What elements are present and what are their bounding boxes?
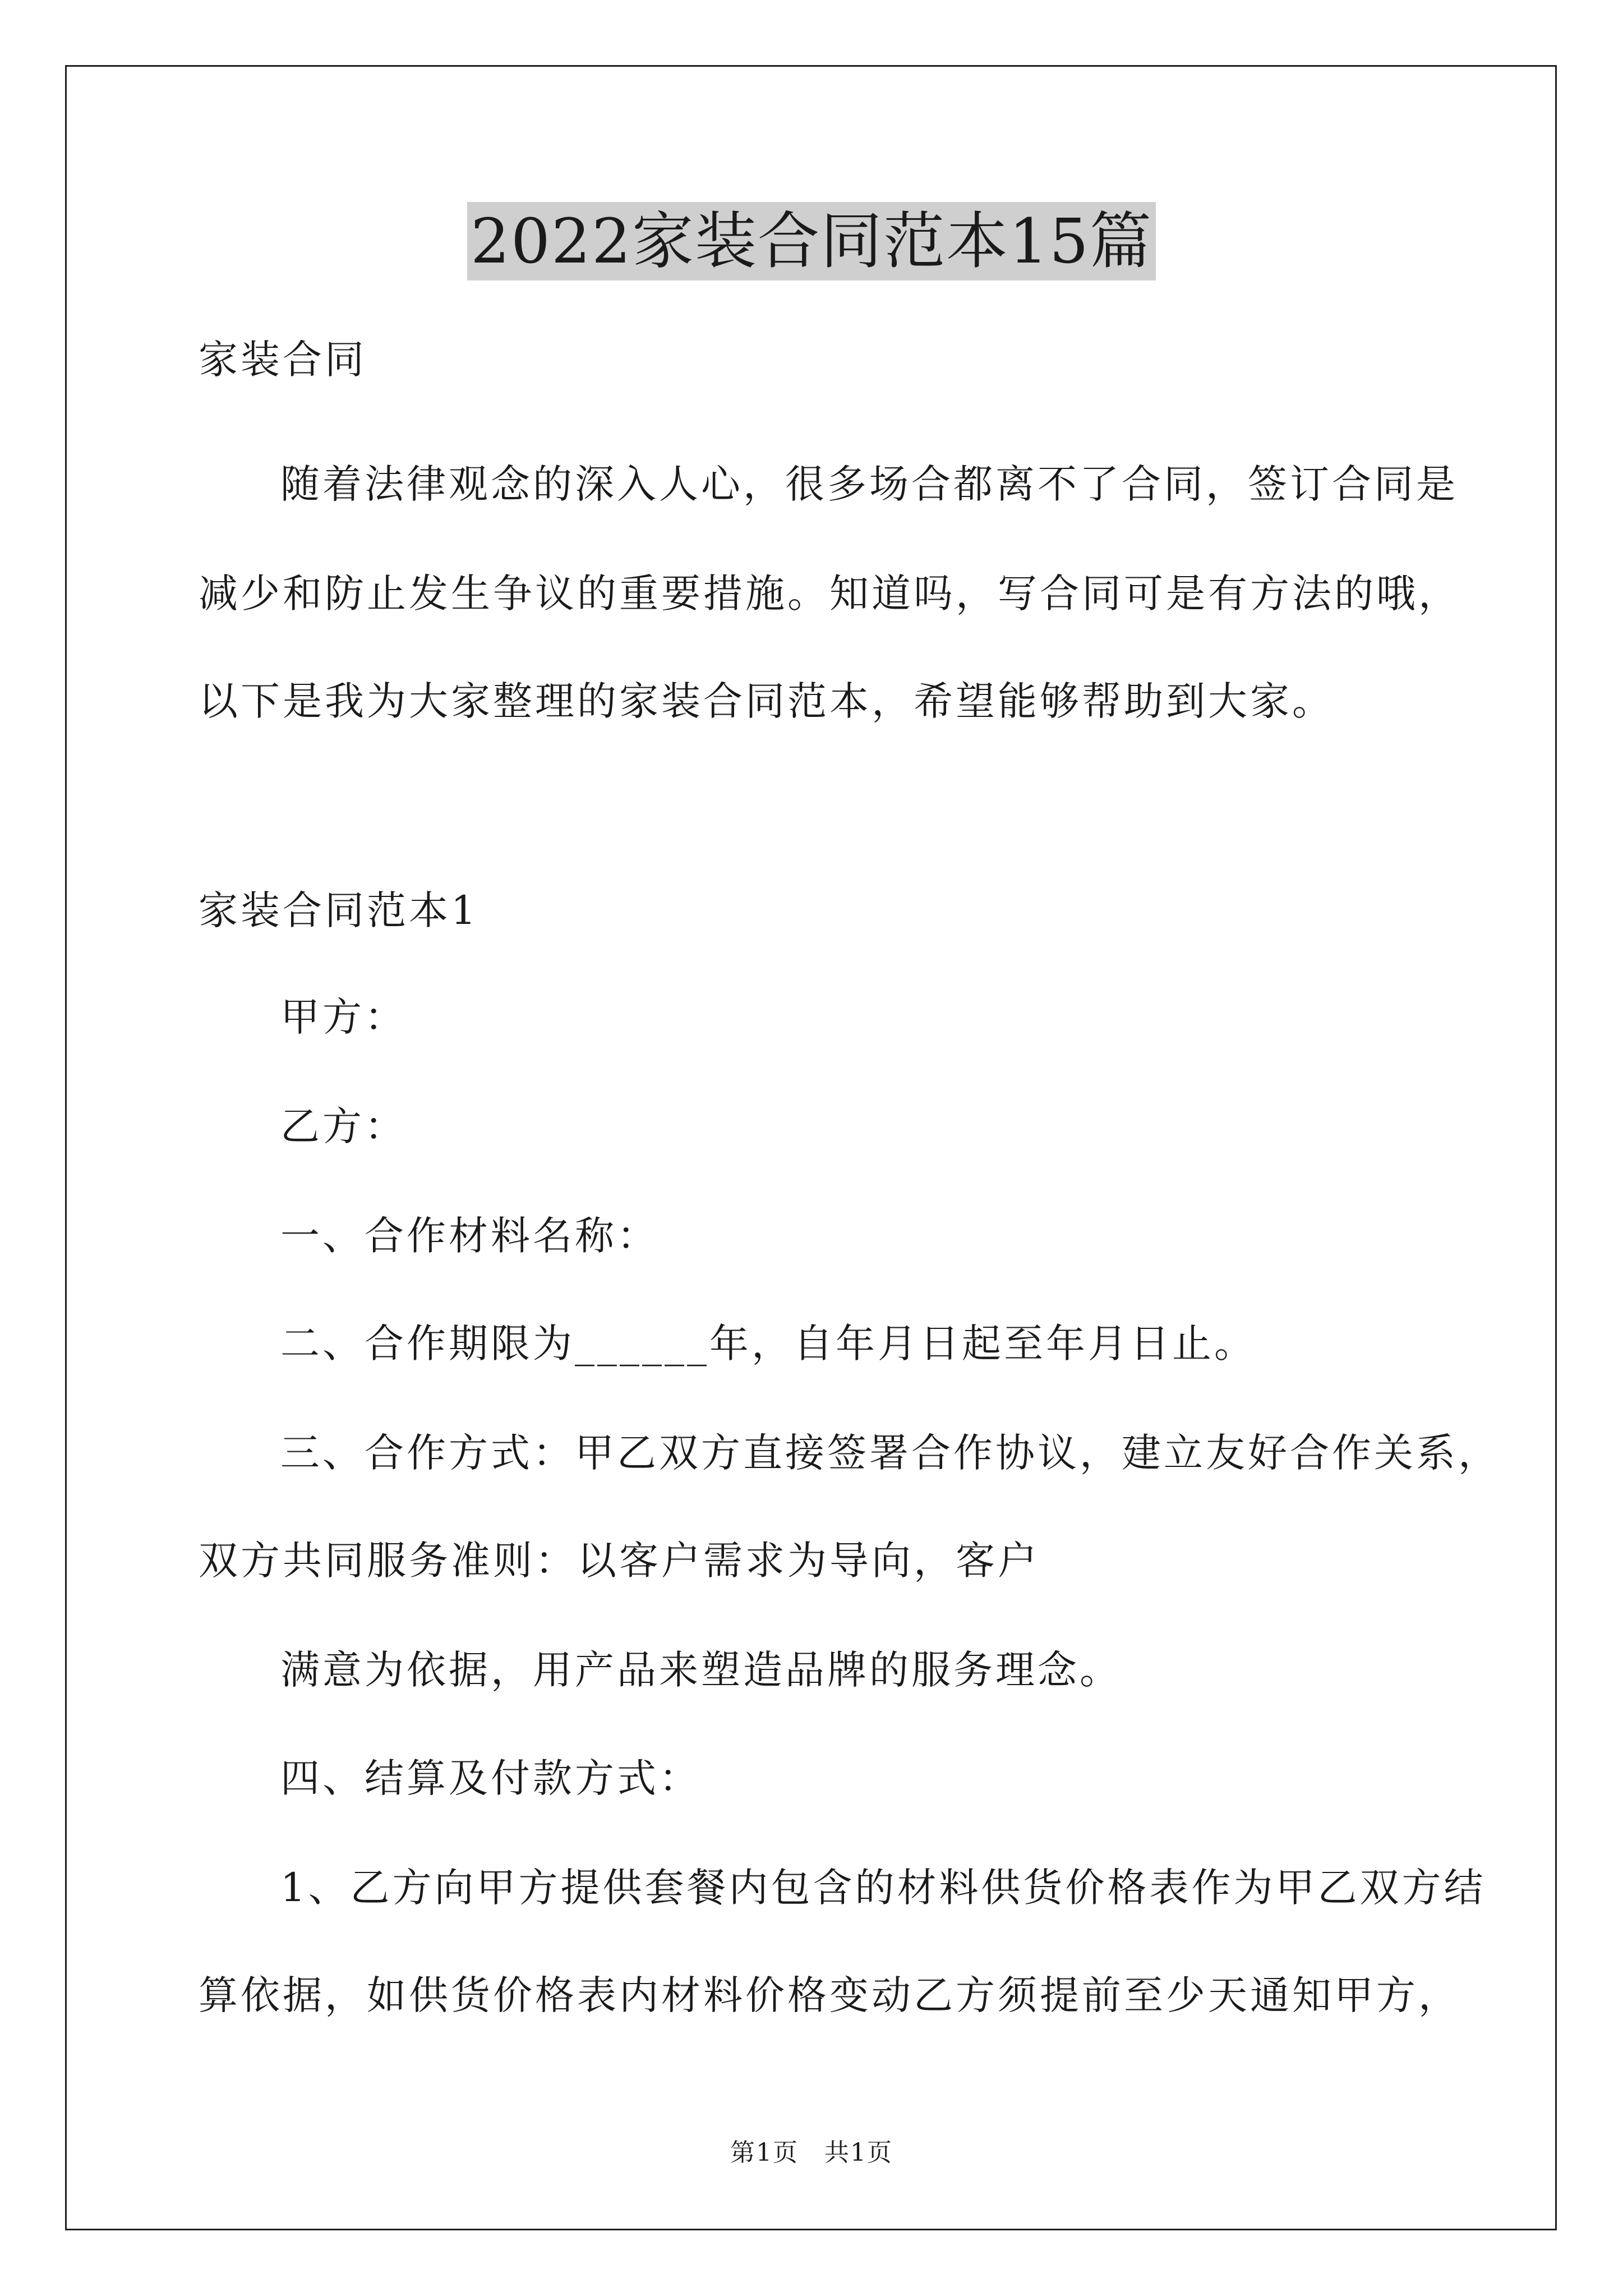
clause-line: 三、合作方式：甲乙双方直接签署合作协议，建立友好合作关系，: [280, 1430, 1500, 1476]
paragraph-line: 随着法律观念的深入人心，很多场合都离不了合同，签订合同是: [280, 461, 1458, 507]
party-b-label: 乙方：: [280, 1103, 407, 1149]
clause-line: 四、结算及付款方式：: [280, 1755, 701, 1801]
paragraph-line: 减少和防止发生争议的重要措施。知道吗，写合同可是有方法的哦，: [199, 570, 1460, 616]
section-heading: 家装合同范本1: [199, 887, 479, 933]
clause-line: 满意为依据，用产品来塑造品牌的服务理念。: [280, 1647, 1122, 1693]
section-heading: 家装合同: [199, 337, 367, 383]
page-footer: 第1页 共1页: [730, 2138, 893, 2167]
clause-line: 一、合作材料名称：: [280, 1213, 659, 1259]
clause-line: 二、合作期限为______年，自年月日起至年月日止。: [280, 1320, 1256, 1366]
document-title: 2022家装合同范本15篇: [467, 202, 1156, 280]
paragraph-line: 以下是我为大家整理的家装合同范本，希望能够帮助到大家。: [199, 678, 1334, 724]
clause-line: 1、乙方向甲方提供套餐内包含的材料供货价格表作为甲乙双方结: [280, 1865, 1486, 1911]
party-a-label: 甲方：: [280, 994, 407, 1040]
title-wrap: [0, 202, 1623, 280]
clause-line: 算依据，如供货价格表内材料价格变动乙方须提前至少天通知甲方，: [199, 1972, 1460, 2018]
clause-line: 双方共同服务准则：以客户需求为导向，客户: [199, 1538, 1040, 1584]
